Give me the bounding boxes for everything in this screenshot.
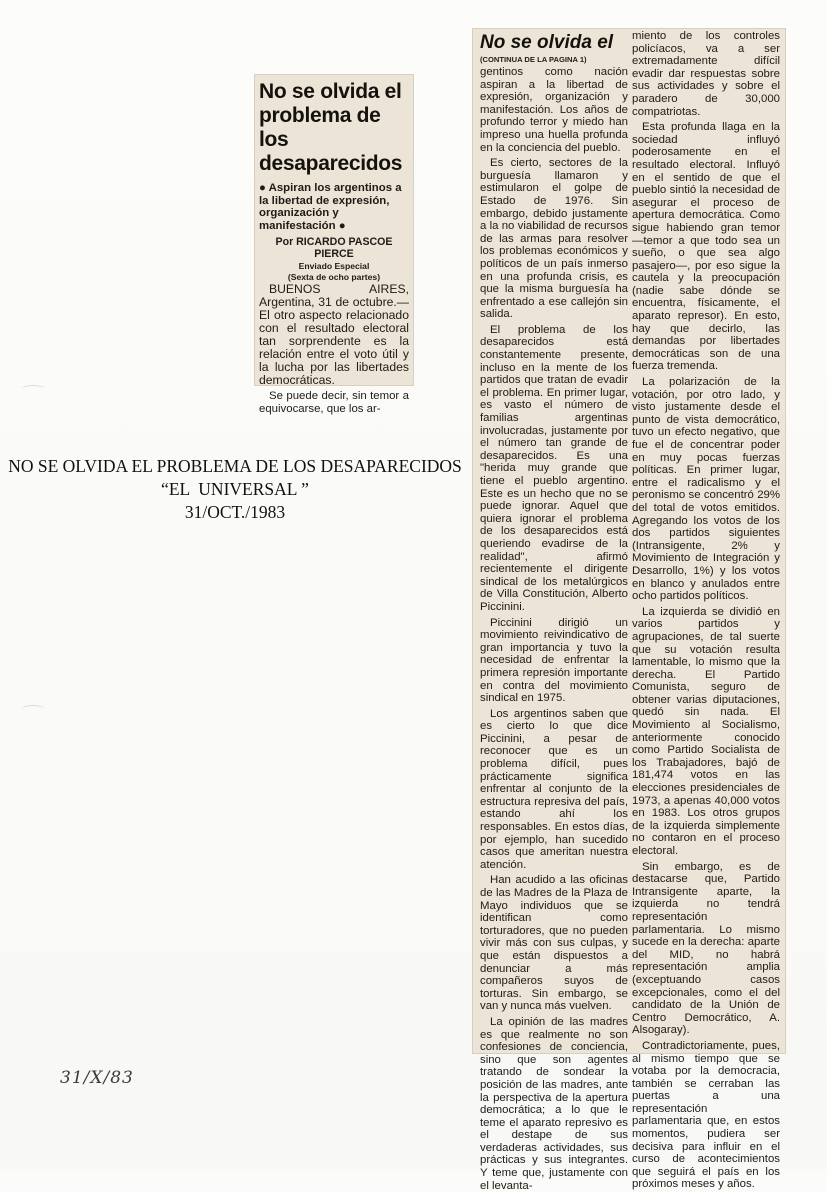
punch-mark <box>22 385 44 392</box>
clipping-deck: ● Aspiran los argentinos a la libertad de expresión, organización y manifestación ● <box>259 182 402 232</box>
article-paragraph: Esta profunda llaga en la sociedad influyó poderosamente en el resultado electoral. Influyó en el sentido de que el pueblo sintió la necesidad de asegurar el proceso de apertura democrática. Como sigue habiendo gran temor —temor a que todo sea un sueño, o que sea algo pasajero—, por eso sigue la cautela y la preocupación (nadie sabe dónde se encuentra, físicamente, el aparato represor). En esto, hay que decirlo, las demandas por libertades democráticas son de una fuerza tremenda. <box>632 121 780 373</box>
article-paragraph: Los argentinos saben que es cierto lo que dice Piccinini, a pesar de reconocer que es un problema difícil, pues prácticamente significa enfrentar al conjunto de la estructura represiva del país, estando ahí los responsables. En estos días, por ejemplo, han sucedido casos que ameritan nuestra atención. <box>480 707 628 871</box>
article-paragraph: Es cierto, sectores de la burguesía llamaron y estimularon el golpe de Estado de 1976. Sin embargo, debido justamente a la no viabilidad de recursos de las armas para resolver los problemas económicos y políticos de un país inmerso en una profunda crisis, es que la misma burguesía ha enfrentado a ese callejón sin salida. <box>480 157 628 321</box>
article-paragraph: Han acudido a las oficinas de las Madres de la Plaza de Mayo individuos que se identifican como torturadores, que no pueden vivir más con sus culpas, y que están dispuestos a denunciar a más compañeros suyos de torturas. Sin embargo, se van y nunca más vuelven. <box>480 874 628 1013</box>
clipping-series: (Sexta de ocho partes) <box>287 272 381 282</box>
clipping-byline: Por RICARDO PASCOE PIERCE <box>275 236 393 260</box>
article-paragraph: Piccinini dirigió un movimiento reivindicativo de gran importancia y tuvo la necesidad de enfrentar la primera represión importante en contra del movimiento sindical en 1975. <box>480 616 628 705</box>
caption-source: “EL UNIVERSAL ” <box>161 479 309 499</box>
article-paragraph: miento de los controles policíacos, va a ser extremadamente difícil evadir dar respuestas sobre sus actividades y sobre el paradero de 30,000 compatriotas. <box>632 30 780 118</box>
article-paragraph: La opinión de las madres es que realmente no son confesiones de conciencia, sino que son agentes tratando de sondear la posición de las madres, ante la perspectiva de la apertura democrática; a lo que le teme el aparato represivo es el destape de sus verdaderas actividades, sus prácticas y sus integrantes. Y teme que, justamente con el levanta- <box>480 1015 628 1192</box>
continued-note: (CONTINUA DE LA PAGINA 1) <box>480 55 587 64</box>
punch-mark <box>22 705 44 712</box>
clipping-paragraph: Se puede decir, sin temor a equivocarse, que los ar- <box>259 390 409 415</box>
handwritten-date: 31/X/83 <box>60 1068 134 1088</box>
newspaper-clipping-headline <box>254 74 414 415</box>
newspaper-clipping-continuation <box>472 28 786 1192</box>
article-paragraph: Contradictoriamente, pues, al mismo tiempo que se votaba por la democracia, también se cerraban las puertas a una representación parlamentaria que, en estos momentos, pudiera ser decisiva para influir en el curso de acontecimientos que seguirá el país en los próximos meses y años. <box>632 1039 780 1191</box>
clipping-paragraph: BUENOS AIRES, Argentina, 31 de octubre.— El otro aspecto relacionado con el resultado electoral tan sorprendente es la relación entre el voto útil y la lucha por las libertades democráticas. <box>259 282 409 387</box>
article-paragraph: La izquierda se dividió en varios partidos y agrupaciones, de tal suerte que su votación resulta lamentable, lo mismo que la derecha. El Partido Comunista, seguro de obtener varias diputaciones, quedó sin nada. El Movimiento al Socialismo, anteriormente conocido como Partido Socialista de los Trabajadores, bajó de 181,474 votos en las elecciones presidenciales de 1973, a apenas 40,000 votos en 1983. Los otros grupos de la izquierda simplemente no contaron en el proceso electoral. <box>632 605 780 857</box>
clipping-headline: No se olvida el problema de los desaparecidos <box>259 80 403 175</box>
article-column-left <box>480 66 628 1192</box>
article-paragraph: gentinos como nación aspiran a la libertad de expresión, organización y manifestación. Los años de profundo terror y miedo han impreso una huella profunda en la conciencia del pueblo. <box>480 66 628 154</box>
caption-date: 31/OCT./1983 <box>184 502 286 522</box>
article-paragraph: Sin embargo, es de destacarse que, Partido Intransigente aparte, la izquierda no tendrá representación parlamentaria. Lo mismo sucede en la derecha: aparte del MID, no habrá representación amplia (exceptuando casos excepcionales, como el del candidato de la Unión de Centro Democrático, A. Alsogaray). <box>632 860 780 1037</box>
clipping-role: Enviado Especial <box>298 261 370 271</box>
caption-title: NO SE OLVIDA EL PROBLEMA DE LOS DESAPARECIDOS <box>8 456 462 476</box>
article-paragraph: La polarización de la votación, por otro lado, y visto justamente desde el punto de vista democrático, tuvo un efecto negativo, que fue el de concentrar poder en muy pocas fuerzas políticas. En primer lugar, entre el radicalismo y el peronismo se concentró 29% del total de votos emitidos. Agregando los votos de los dos partidos siguientes (Intransigente, 2% y Movimiento de Integración y Desarrollo, 1%) y los votos en blanco y anulados entre ocho partidos políticos. <box>632 376 780 603</box>
article-column-right <box>632 30 780 1191</box>
continuation-headline: No se olvida el <box>480 32 614 53</box>
archive-caption <box>0 455 470 524</box>
article-paragraph: El problema de los desaparecidos está constantemente presente, incluso en la mente de los partidos que tratan de evadir el problema. En primer lugar, es vasto el número de familias argentinas involucradas, justamente por el número tan grande de desaparecidos. Es una "herida muy grande que tiene el pueblo argentino. Este es un hecho que no se puede ignorar. Aquel que quiera ignorar el problema de los desaparecidos está queriendo evadirse de la realidad", afirmó recientemente el dirigente sindical de los metalúrgicos de Villa Constitución, Alberto Piccinini. <box>480 323 628 613</box>
